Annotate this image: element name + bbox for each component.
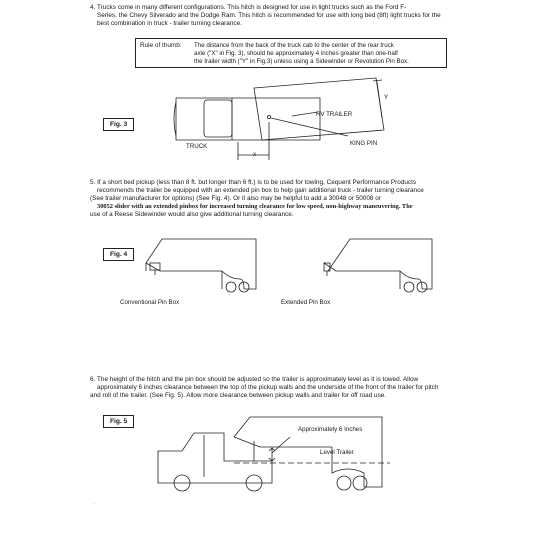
rule-of-thumb-text bbox=[194, 42, 409, 66]
rule-line: axle ("X" in Fig. 3), should be approximately 4 inches greater than one-half bbox=[194, 50, 398, 57]
dimension-y-tick-top bbox=[373, 80, 382, 81]
section-5-line: 30052 slider with an extended pinbox for increased turning clearance for low speed, non-highway maneuvering. The bbox=[97, 203, 413, 210]
trailer-outline bbox=[328, 239, 432, 289]
extended-pin-box-caption: Extended Pin Box bbox=[281, 299, 331, 306]
section-5-line: (See trailer manufacturer for options) (See Fig. 4). Or it also may be helpful to add a 30048 or 50008 or bbox=[90, 195, 381, 202]
wheel-well bbox=[222, 271, 244, 289]
truck-outline bbox=[176, 98, 320, 140]
fig-4-conventional-pin-box bbox=[140, 235, 260, 295]
extended-pin-box bbox=[324, 263, 350, 271]
fig-3-label: Fig. 3 bbox=[103, 118, 134, 131]
king-pin-marker bbox=[267, 115, 270, 118]
section-6-line: approximately 6 inches clearance between the top of the pickup walls and the underside of the front of the trailer for pitch bbox=[97, 384, 439, 391]
rv-trailer-outline bbox=[254, 78, 384, 140]
dimension-y-line bbox=[377, 82, 382, 118]
section-4-line: 4. Trucks come in many different configurations. This hitch is designed for use in light trucks such as the Ford F- bbox=[90, 4, 407, 11]
rv-trailer-label: RV TRAILER bbox=[316, 111, 353, 118]
truck-label: TRUCK bbox=[186, 143, 208, 150]
truck-outline bbox=[158, 433, 272, 483]
wheel-well bbox=[400, 271, 422, 289]
clearance-leader bbox=[272, 437, 290, 453]
rv-trailer-leader bbox=[292, 112, 318, 116]
dimension-y-label: Y bbox=[384, 94, 389, 101]
section-6-line: and roll of the trailer. (See Fig. 5). Allow more clearance between pickup walls and trailer for off road use. bbox=[90, 392, 387, 399]
rule-of-thumb-label: Rule of thumb: bbox=[140, 42, 182, 49]
fig-4-extended-pin-box bbox=[312, 235, 437, 295]
conventional-pin-box-caption: Conventional Pin Box bbox=[120, 299, 180, 306]
dimension-x-label: x bbox=[253, 151, 257, 158]
king-pin-label: KING PIN bbox=[350, 140, 378, 147]
section-6-text bbox=[90, 376, 438, 400]
rule-line: the trailer width ("Y" in Fig.3) unless using a Sidewinder or Revolution Pin Box. bbox=[194, 58, 409, 65]
fig-5-label: Fig. 5 bbox=[103, 415, 134, 428]
trailer-wheel bbox=[337, 476, 351, 490]
section-4-line: Series, the Chevy Silverado and the Dodge Ram. This hitch is recommended for use with long bed (8ft) light trucks for the bbox=[97, 12, 441, 19]
trailer-outline bbox=[146, 239, 256, 289]
level-trailer-label: Level Trailer bbox=[320, 449, 354, 456]
king-pin-leader bbox=[271, 118, 348, 136]
fig-3-truck-trailer-diagram bbox=[170, 78, 410, 168]
wheel bbox=[404, 282, 414, 292]
section-5-line: recommends the trailer be equipped with an extended pin box to help gain additional truck - trailer turning clearance bbox=[97, 187, 424, 194]
fig-5-clearance-diagram bbox=[150, 415, 400, 490]
section-6-line: 6. The height of the hitch and the pin box should be adjusted so the trailer is approximately level as it is towed. Allow bbox=[90, 376, 419, 383]
approx-6-inches-label: Approximately 6 Inches bbox=[298, 426, 363, 433]
rule-line: The distance from the back of the truck cab to the center of the rear truck bbox=[194, 42, 394, 49]
section-4-text bbox=[90, 4, 441, 28]
section-5-line: 5. If a short bed pickup (less than 8 ft. but longer than 6 ft.) is to be used for towing, Cequent Performance Products bbox=[90, 179, 417, 186]
section-5-text bbox=[90, 179, 424, 219]
fig-4-label: Fig. 4 bbox=[103, 248, 134, 261]
rule-of-thumb-box bbox=[135, 38, 447, 68]
section-4-line: best combination in truck - trailer turning clearance. bbox=[97, 20, 242, 27]
wheel bbox=[226, 282, 236, 292]
truck-cab bbox=[204, 100, 232, 137]
section-5-line: use of a Reese Sidewinder would also give additional turning clearance. bbox=[90, 211, 294, 218]
trailer-nose bbox=[234, 437, 260, 447]
footer-mark: . bbox=[93, 500, 95, 506]
trailer-wheel bbox=[353, 476, 367, 490]
